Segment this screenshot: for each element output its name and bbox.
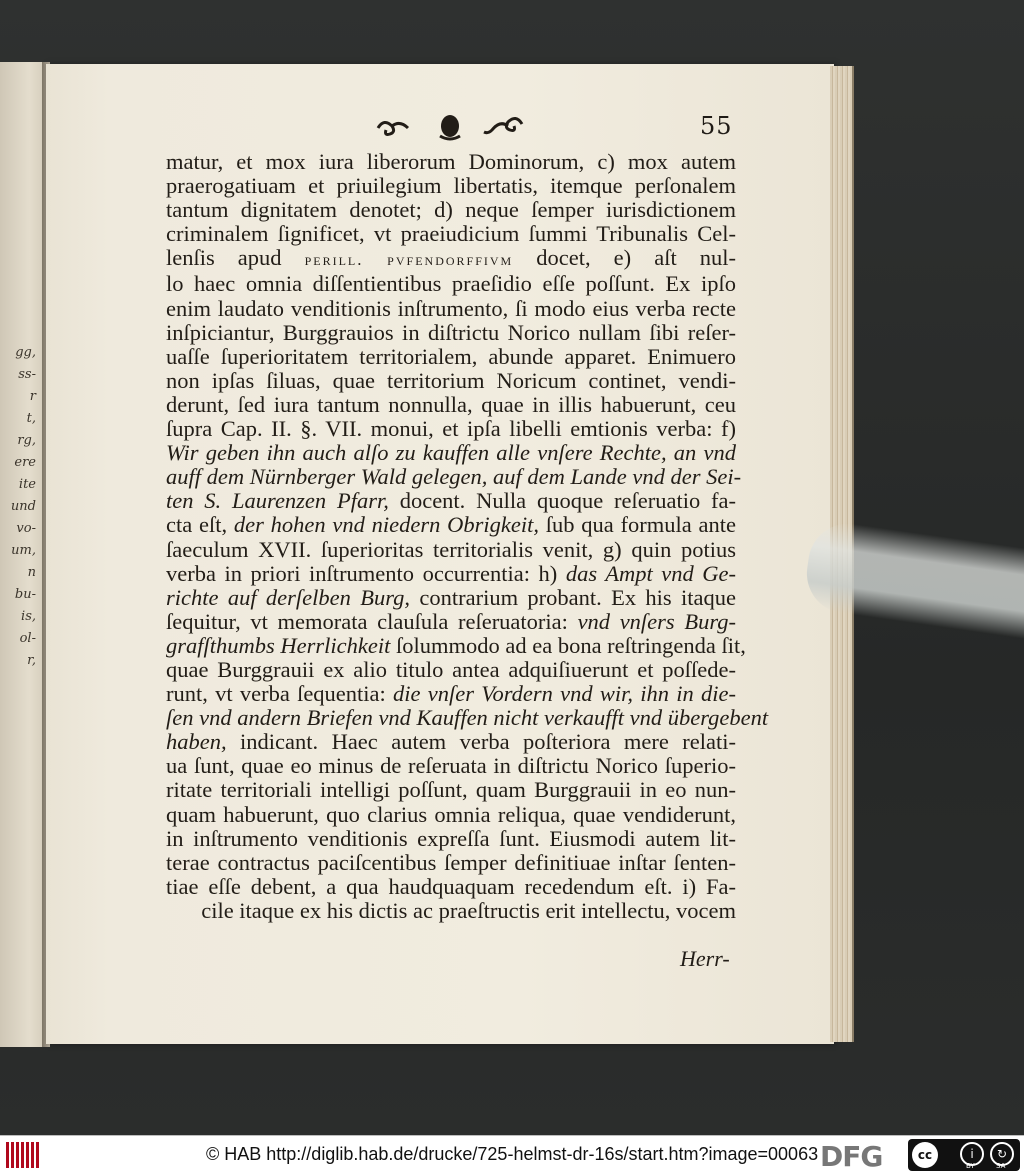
text-line [166,297,736,321]
text-line [166,827,736,851]
text-line [166,754,736,778]
prev-page-fragment: ss- [18,367,36,382]
text-line [166,586,736,610]
text-span: der hohen vnd niedern Obrigkeit, [233,512,539,538]
source-link[interactable]: © HAB http://diglib.hab.de/drucke/725-helmst-dr-16s/start.htm?image=00063 [206,1144,819,1164]
text-span: tiae eſſe debent, a qua haudquaquam recedendum eſt. i) Fa- [166,873,736,899]
text-span: cta eſt, [166,512,234,538]
text-span: perill. pvfendorffivm [304,250,514,270]
prev-page-fragment: um, [11,543,36,558]
text-span: Wir geben ihn auch alſo zu kauffen alle vnſere Rechte, an vnd [166,440,736,466]
text-line [166,658,736,682]
text-line [166,778,736,802]
text-line [166,369,736,393]
text-line [166,851,736,875]
text-line [166,150,736,174]
text-line [166,272,736,296]
text-span: quae Burggrauii ex alio titulo antea adquiſiuerunt et poſſede- [166,656,736,682]
text-span: haben, [166,729,227,755]
text-span: ſen vnd andern Briefen vnd Kauffen nicht verkaufft vnd übergebent [166,705,769,731]
text-span: runt, vt verba ſequentia: [166,681,394,707]
text-span: matur, et mox iura liberorum Dominorum, c) mox autem [166,149,736,174]
text-span: terae contractus paciſcentibus ſemper definitiuae inſtar ſenten- [166,849,736,875]
prev-page-fragment: is, [21,609,36,624]
prev-page-fragment: t, [26,411,36,426]
sa-icon: ↻ [990,1142,1014,1166]
text-span: contrarium probant. Ex his itaque [410,584,736,610]
text-span: ſub qua formula ante [539,512,736,538]
text-line [166,538,736,562]
text-span: inſpiciantur, Burggrauios in diſtrictu Norico nullam ſibi reſer- [166,319,736,345]
text-span: derunt, ſed iura tantum nonnulla, quae in illis habuerunt, ceu [166,391,736,417]
footer-bar [0,1135,1024,1174]
cc-icon: cc [912,1142,938,1168]
hab-logo-icon[interactable] [6,1142,46,1168]
text-span: richte auf derſelben Burg, [166,584,411,610]
text-span: ritate territoriali intelligi poſſunt, quam Burggrauii in eo nun- [166,777,736,803]
text-line [166,513,736,537]
text-span: ua ſunt, quae eo minus de reſeruata in diſtrictu Norico ſuperio- [166,753,736,779]
cc-license-badge[interactable] [908,1139,1020,1171]
text-span: criminalem ſignificet, vt praeiudicium ſummi Tribunalis Cel- [166,221,736,247]
prev-page-fragment: und [10,499,36,514]
text-line [166,464,742,490]
text-line [166,417,736,441]
text-span: praerogatiuam et priuilegium libertatis, itemque perſonalem [166,173,736,199]
text-line [166,222,736,246]
prev-page-fragment: r [29,389,36,404]
text-span: docent. Nulla quoque reſeruatio fa- [388,488,736,514]
ornament-icon [370,106,530,146]
prev-page-fragment: bu- [14,587,36,602]
text-span: uaſſe ſuperioritatem territorialem, abunde apparet. Enimuero [166,343,736,369]
body-text [166,149,769,923]
text-span: grafſthumbs Herrlichkeit [166,632,391,658]
text-span: ſupra Cap. II. §. VII. monui, et ipſa libelli emtionis verba: f) [166,416,736,442]
text-line [166,174,736,198]
previous-page-fragments [0,342,40,672]
prev-page-fragment: ite [18,477,36,492]
page-number: 55 [700,112,733,140]
prev-page-fragment: r, [27,653,36,668]
text-line [166,562,736,586]
text-span: quam habuerunt, quo clarius omnia reliqua, quae vendiderunt, [166,801,736,827]
text-line [166,246,736,272]
prev-page-fragment: vo- [16,521,36,536]
text-span: non ipſas ſiluas, quae territorium Noricum continet, vendi- [166,367,736,393]
text-line [166,441,736,465]
text-span: in inſtrumento venditionis expreſſa ſunt. Eiusmodi autem lit- [166,825,736,851]
prev-page-fragment: rg, [17,433,36,448]
by-icon: i [960,1142,984,1166]
catchword: Herr- [680,946,730,971]
text-line [166,632,746,658]
text-line [166,803,736,827]
text-span: cile itaque ex his dictis ac praeſtructis erit intellectu, vocem [201,897,736,923]
text-line [166,345,736,369]
text-span: auff dem Nürnberger Wald gelegen, auf dem Lande vnd der Sei- [166,464,742,490]
prev-page-fragment: ere [14,455,36,470]
text-span: tantum dignitatem denotet; d) neque ſemper iurisdictionem [166,197,736,223]
text-span: ſolummodo ad ea bona reſtringenda ſit, [390,632,746,658]
text-span: ten S. Laurenzen Pfarr, [166,488,389,514]
text-span: indicant. Haec autem verba poſteriora mere relati- [226,729,736,755]
text-line [166,489,736,513]
prev-page-fragment: gg, [15,345,36,360]
text-line [166,610,736,634]
text-span: lo haec omnia diſſentientibus praeſidio eſſe poſſunt. Ex ipſo [166,271,736,297]
text-span: ſequitur, vt memorata clauſula reſeruatoria: [166,608,578,634]
text-line [166,705,769,731]
text-line [166,730,736,754]
text-line [166,393,736,417]
dfg-logo[interactable]: DFG [820,1140,883,1173]
text-span: verba in priori inſtrumento occurrentia: h) [166,560,566,586]
text-span: lenſis apud [166,245,305,271]
sa-label: SA [996,1162,1006,1170]
text-line [166,875,736,899]
by-label: BY [966,1162,975,1170]
prev-page-fragment: ol- [19,631,36,646]
previous-page [0,62,44,1047]
text-span: enim laudato venditionis inſtrumento, ſi modo eius verba recte [166,295,736,321]
text-span: docet, e) aſt nul- [513,245,736,271]
text-line [166,899,736,923]
text-span: vnd vnſers Burg- [577,608,736,634]
text-span: das Ampt vnd Ge- [565,560,736,586]
text-line [166,321,736,345]
text-span: ſaeculum XVII. ſuperioritas territorialis venit, g) quin potius [166,536,736,562]
prev-page-fragment: n [27,565,36,580]
text-line [166,198,736,222]
text-span: die vnſer Vordern vnd wir, ihn in die- [393,681,736,707]
text-line [166,682,736,706]
